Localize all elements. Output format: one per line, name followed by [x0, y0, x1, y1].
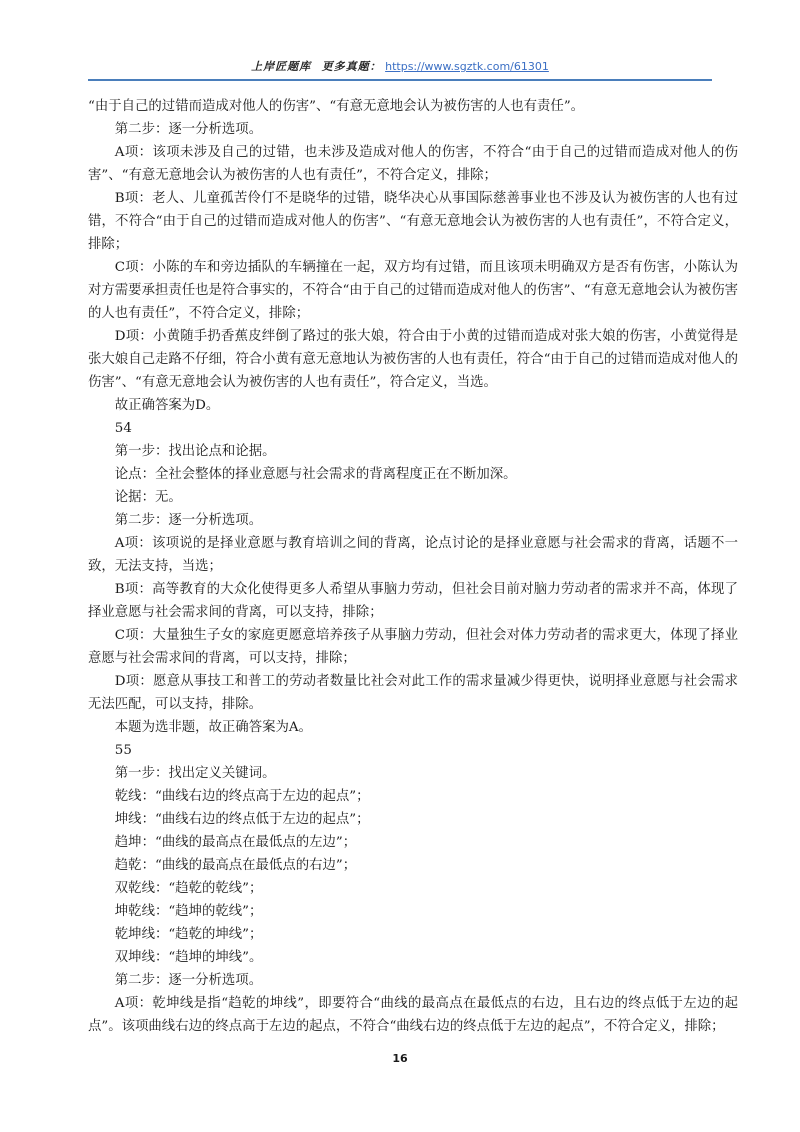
- paragraph: 第一步：找出定义关键词。: [114, 766, 276, 781]
- paragraph: 第二步：逐一分析选项。: [114, 513, 263, 528]
- page-header: [88, 55, 712, 81]
- paragraph: A项：乾坤线是指“趋乾的坤线”，即要符合“曲线的最高点在最低点的右边，且右边的终点低于左边的起点”。该项曲线右边的终点高于左边的起点，不符合“曲线右边的终点低于左边的起点”，不符合定义，排除；: [88, 996, 738, 1034]
- paragraph: 故正确答案为D。: [114, 398, 220, 413]
- paragraph: B项：高等教育的大众化使得更多人希望从事脑力劳动，但社会目前对脑力劳动者的需求并不高，体现了择业意愿与社会需求间的背离，可以支持，排除；: [88, 582, 738, 620]
- paragraph: 乾坤线：“趋乾的坤线”；: [114, 927, 263, 942]
- paragraph: A项：该项未涉及自己的过错，也未涉及造成对他人的伤害，不符合“由于自己的过错而造成对他人的伤害”、“有意无意地会认为被伤害的人也有责任”，不符合定义，排除；: [88, 145, 738, 183]
- paragraph: 第二步：逐一分析选项。: [114, 122, 263, 137]
- paragraph: 双乾线：“趋乾的乾线”；: [114, 881, 263, 896]
- header-brand: 上岸匠题库: [251, 60, 312, 73]
- paragraph: 趋乾：“曲线的最高点在最低点的右边”；: [114, 858, 357, 873]
- paragraph: 坤乾线：“趋坤的乾线”；: [114, 904, 263, 919]
- question-number: 55: [114, 743, 132, 758]
- paragraph: D项：小黄随手扔香蕉皮绊倒了路过的张大娘，符合由于小黄的过错而造成对张大娘的伤害，小黄觉得是张大娘自己走路不仔细，符合小黄有意无意地认为被伤害的人也有责任，符合“由于自己的过错而造成对他人的伤害”、“有意无意地会认为被伤害的人也有责任”，符合定义，当选。: [88, 329, 738, 390]
- paragraph: 双坤线：“趋坤的坤线”。: [114, 950, 263, 965]
- question-number: 54: [114, 421, 132, 436]
- paragraph: C项：大量独生子女的家庭更愿意培养孩子从事脑力劳动，但社会对体力劳动者的需求更大，体现了择业意愿与社会需求间的背离，可以支持，排除；: [88, 628, 738, 666]
- paragraph: 论据：无。: [114, 490, 182, 505]
- document-body: [88, 95, 738, 1038]
- paragraph: A项：该项说的是择业意愿与教育培训之间的背离，论点讨论的是择业意愿与社会需求的背离，话题不一致，无法支持，当选；: [88, 536, 738, 574]
- paragraph: 趋坤：“曲线的最高点在最低点的左边”；: [114, 835, 357, 850]
- paragraph: 本题为选非题，故正确答案为A。: [114, 720, 312, 735]
- paragraph: 第二步：逐一分析选项。: [114, 973, 263, 988]
- paragraph: D项：愿意从事技工和普工的劳动者数量比社会对此工作的需求量减少得更快，说明择业意愿与社会需求无法匹配，可以支持，排除。: [88, 674, 738, 712]
- paragraph: “由于自己的过错而造成对他人的伤害”、“有意无意地会认为被伤害的人也有责任”。: [88, 99, 585, 114]
- paragraph: 乾线：“曲线右边的终点高于左边的起点”；: [114, 789, 370, 804]
- paragraph: C项：小陈的车和旁边插队的车辆撞在一起，双方均有过错，而且该项未明确双方是否有伤害，小陈认为对方需要承担责任也是符合事实的，不符合“由于自己的过错而造成对他人的伤害”、“有意无意地会认为被伤害的人也有责任”，不符合定义，排除；: [88, 260, 738, 321]
- paragraph: 坤线：“曲线右边的终点低于左边的起点”；: [114, 812, 370, 827]
- header-more-label: 更多真题：: [321, 60, 382, 73]
- header-url-link[interactable]: https://www.sgztk.com/61301: [385, 60, 549, 73]
- paragraph: 论点：全社会整体的择业意愿与社会需求的背离程度正在不断加深。: [114, 467, 517, 482]
- paragraph: 第一步：找出论点和论据。: [114, 444, 276, 459]
- page-number: 16: [392, 1052, 408, 1065]
- paragraph: B项：老人、儿童孤苦伶仃不是晓华的过错，晓华决心从事国际慈善事业也不涉及认为被伤害的人也有过错，不符合“由于自己的过错而造成对他人的伤害”、“有意无意地会认为被伤害的人也有责任”，不符合定义，排除；: [88, 191, 738, 252]
